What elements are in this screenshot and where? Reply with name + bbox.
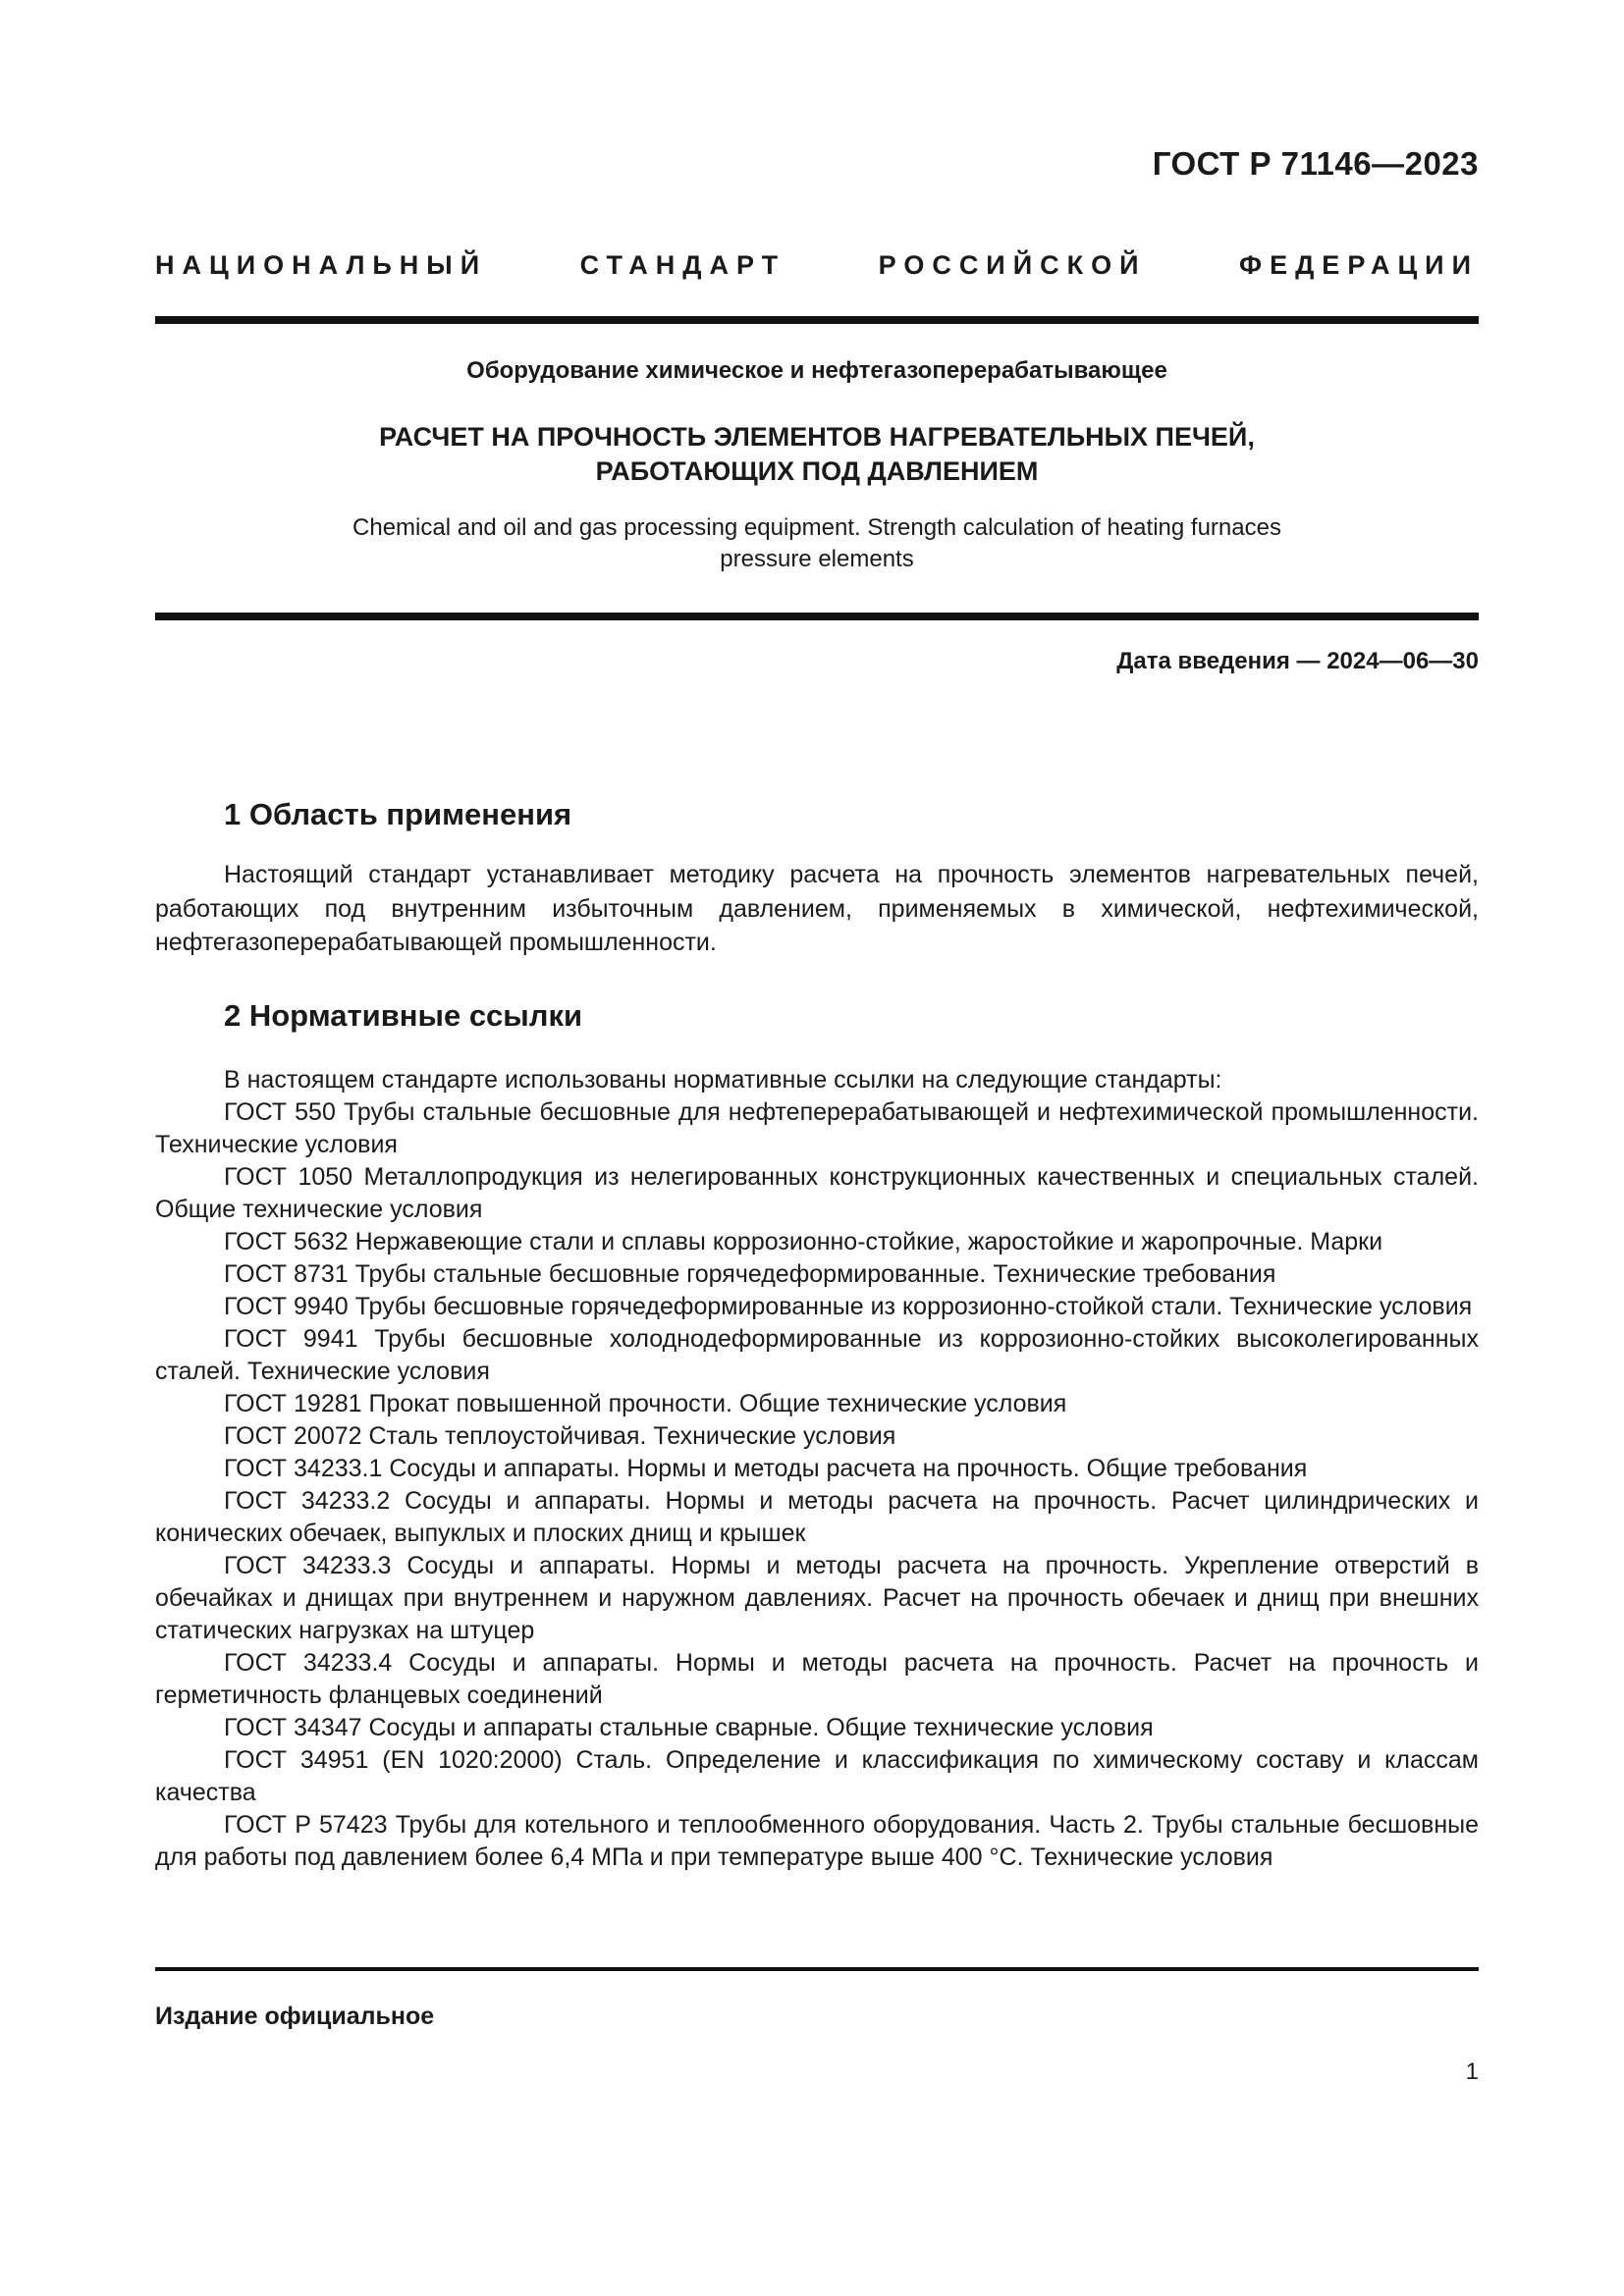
reference-item: ГОСТ 19281 Прокат повышенной прочности. Общие технические условия (224, 1390, 1067, 1417)
section-1-text: Настоящий стандарт устанавливает методику расчета на прочность элементов нагревательных печей, работающих под внутренним избыточным давлением, применяемых в химической, нефтехимической, нефтегазоперерабатывающей промышленности. (155, 861, 1479, 956)
document-title-english-line2: pressure elements (720, 546, 914, 572)
section-1-heading: 1 Область применения (224, 797, 572, 831)
reference-item: ГОСТ 34233.1 Сосуды и аппараты. Нормы и методы расчета на прочность. Общие требования (224, 1455, 1308, 1482)
footer-divider (155, 1967, 1479, 1971)
document-title-english (155, 512, 1479, 575)
reference-item: ГОСТ 1050 Металлопродукция из нелегированных конструкционных качественных и специальных сталей. Общие технические условия (155, 1163, 1479, 1223)
normative-references-list (155, 1064, 1479, 1874)
reference-item: ГОСТ 34233.4 Сосуды и аппараты. Нормы и методы расчета на прочность. Расчет на прочность и герметичность фланцевых соединений (155, 1649, 1479, 1709)
document-category: Оборудование химическое и нефтегазоперерабатывающее (466, 357, 1167, 384)
section-2-heading: 2 Нормативные ссылки (224, 998, 583, 1033)
national-standard-banner: НАЦИОНАЛЬНЫЙ СТАНДАРТ РОССИЙСКОЙ ФЕДЕРАЦИИ (155, 250, 1479, 280)
reference-item: ГОСТ Р 57423 Трубы для котельного и теплообменного оборудования. Часть 2. Трубы стальные бесшовные для работы под давлением более 6,4 МПа и при температуре выше 400 °С. Технические условия (155, 1811, 1479, 1871)
page-number: 1 (1465, 2058, 1479, 2085)
reference-item: ГОСТ 34347 Сосуды и аппараты стальные сварные. Общие технические условия (224, 1714, 1154, 1741)
reference-item: ГОСТ 550 Трубы стальные бесшовные для нефтеперерабатывающей и нефтехимической промышленности. Технические условия (155, 1098, 1479, 1158)
reference-item: ГОСТ 9940 Трубы бесшовные горячедеформированные из коррозионно-стойкой стали. Технические условия (224, 1293, 1473, 1320)
document-title-english-line1: Chemical and oil and gas processing equipment. Strength calculation of heating furnaces (352, 514, 1281, 541)
header-divider (155, 316, 1479, 324)
document-title-line2: РАБОТАЮЩИХ ПОД ДАВЛЕНИЕМ (595, 456, 1039, 486)
document-title-line1: РАСЧЕТ НА ПРОЧНОСТЬ ЭЛЕМЕНТОВ НАГРЕВАТЕЛЬНЫХ ПЕЧЕЙ, (379, 422, 1255, 452)
reference-item: ГОСТ 34233.2 Сосуды и аппараты. Нормы и методы расчета на прочность. Расчет цилиндрических и конических обечаек, выпуклых и плоских днищ и крышек (155, 1487, 1479, 1547)
document-number: ГОСТ Р 71146—2023 (1152, 145, 1479, 182)
references-intro: В настоящем стандарте использованы нормативные ссылки на следующие стандарты: (224, 1066, 1222, 1094)
reference-item: ГОСТ 34233.3 Сосуды и аппараты. Нормы и методы расчета на прочность. Укрепление отверстий в обечайках и днищах при внутреннем и наружном давлениях. Расчет на прочность обечаек и днищ при внешних статических нагрузках на штуцер (155, 1552, 1479, 1644)
reference-item: ГОСТ 8731 Трубы стальные бесшовные горячедеформированные. Технические требования (224, 1260, 1276, 1288)
reference-item: ГОСТ 5632 Нержавеющие стали и сплавы коррозионно-стойкие, жаростойкие и жаропрочные. Марки (224, 1228, 1383, 1255)
reference-item: ГОСТ 20072 Сталь теплоустойчивая. Технические условия (224, 1422, 896, 1450)
introduction-date: Дата введения — 2024—06—30 (1116, 648, 1479, 674)
reference-item: ГОСТ 9941 Трубы бесшовные холоднодеформированные из коррозионно-стойких высоколегированных сталей. Технические условия (155, 1325, 1479, 1385)
title-divider (155, 613, 1479, 620)
reference-item: ГОСТ 34951 (EN 1020:2000) Сталь. Определение и классификация по химическому составу и классам качества (155, 1746, 1479, 1806)
document-page (155, 0, 1479, 2296)
document-title (155, 420, 1479, 489)
official-edition-label: Издание официальное (155, 2002, 435, 2030)
